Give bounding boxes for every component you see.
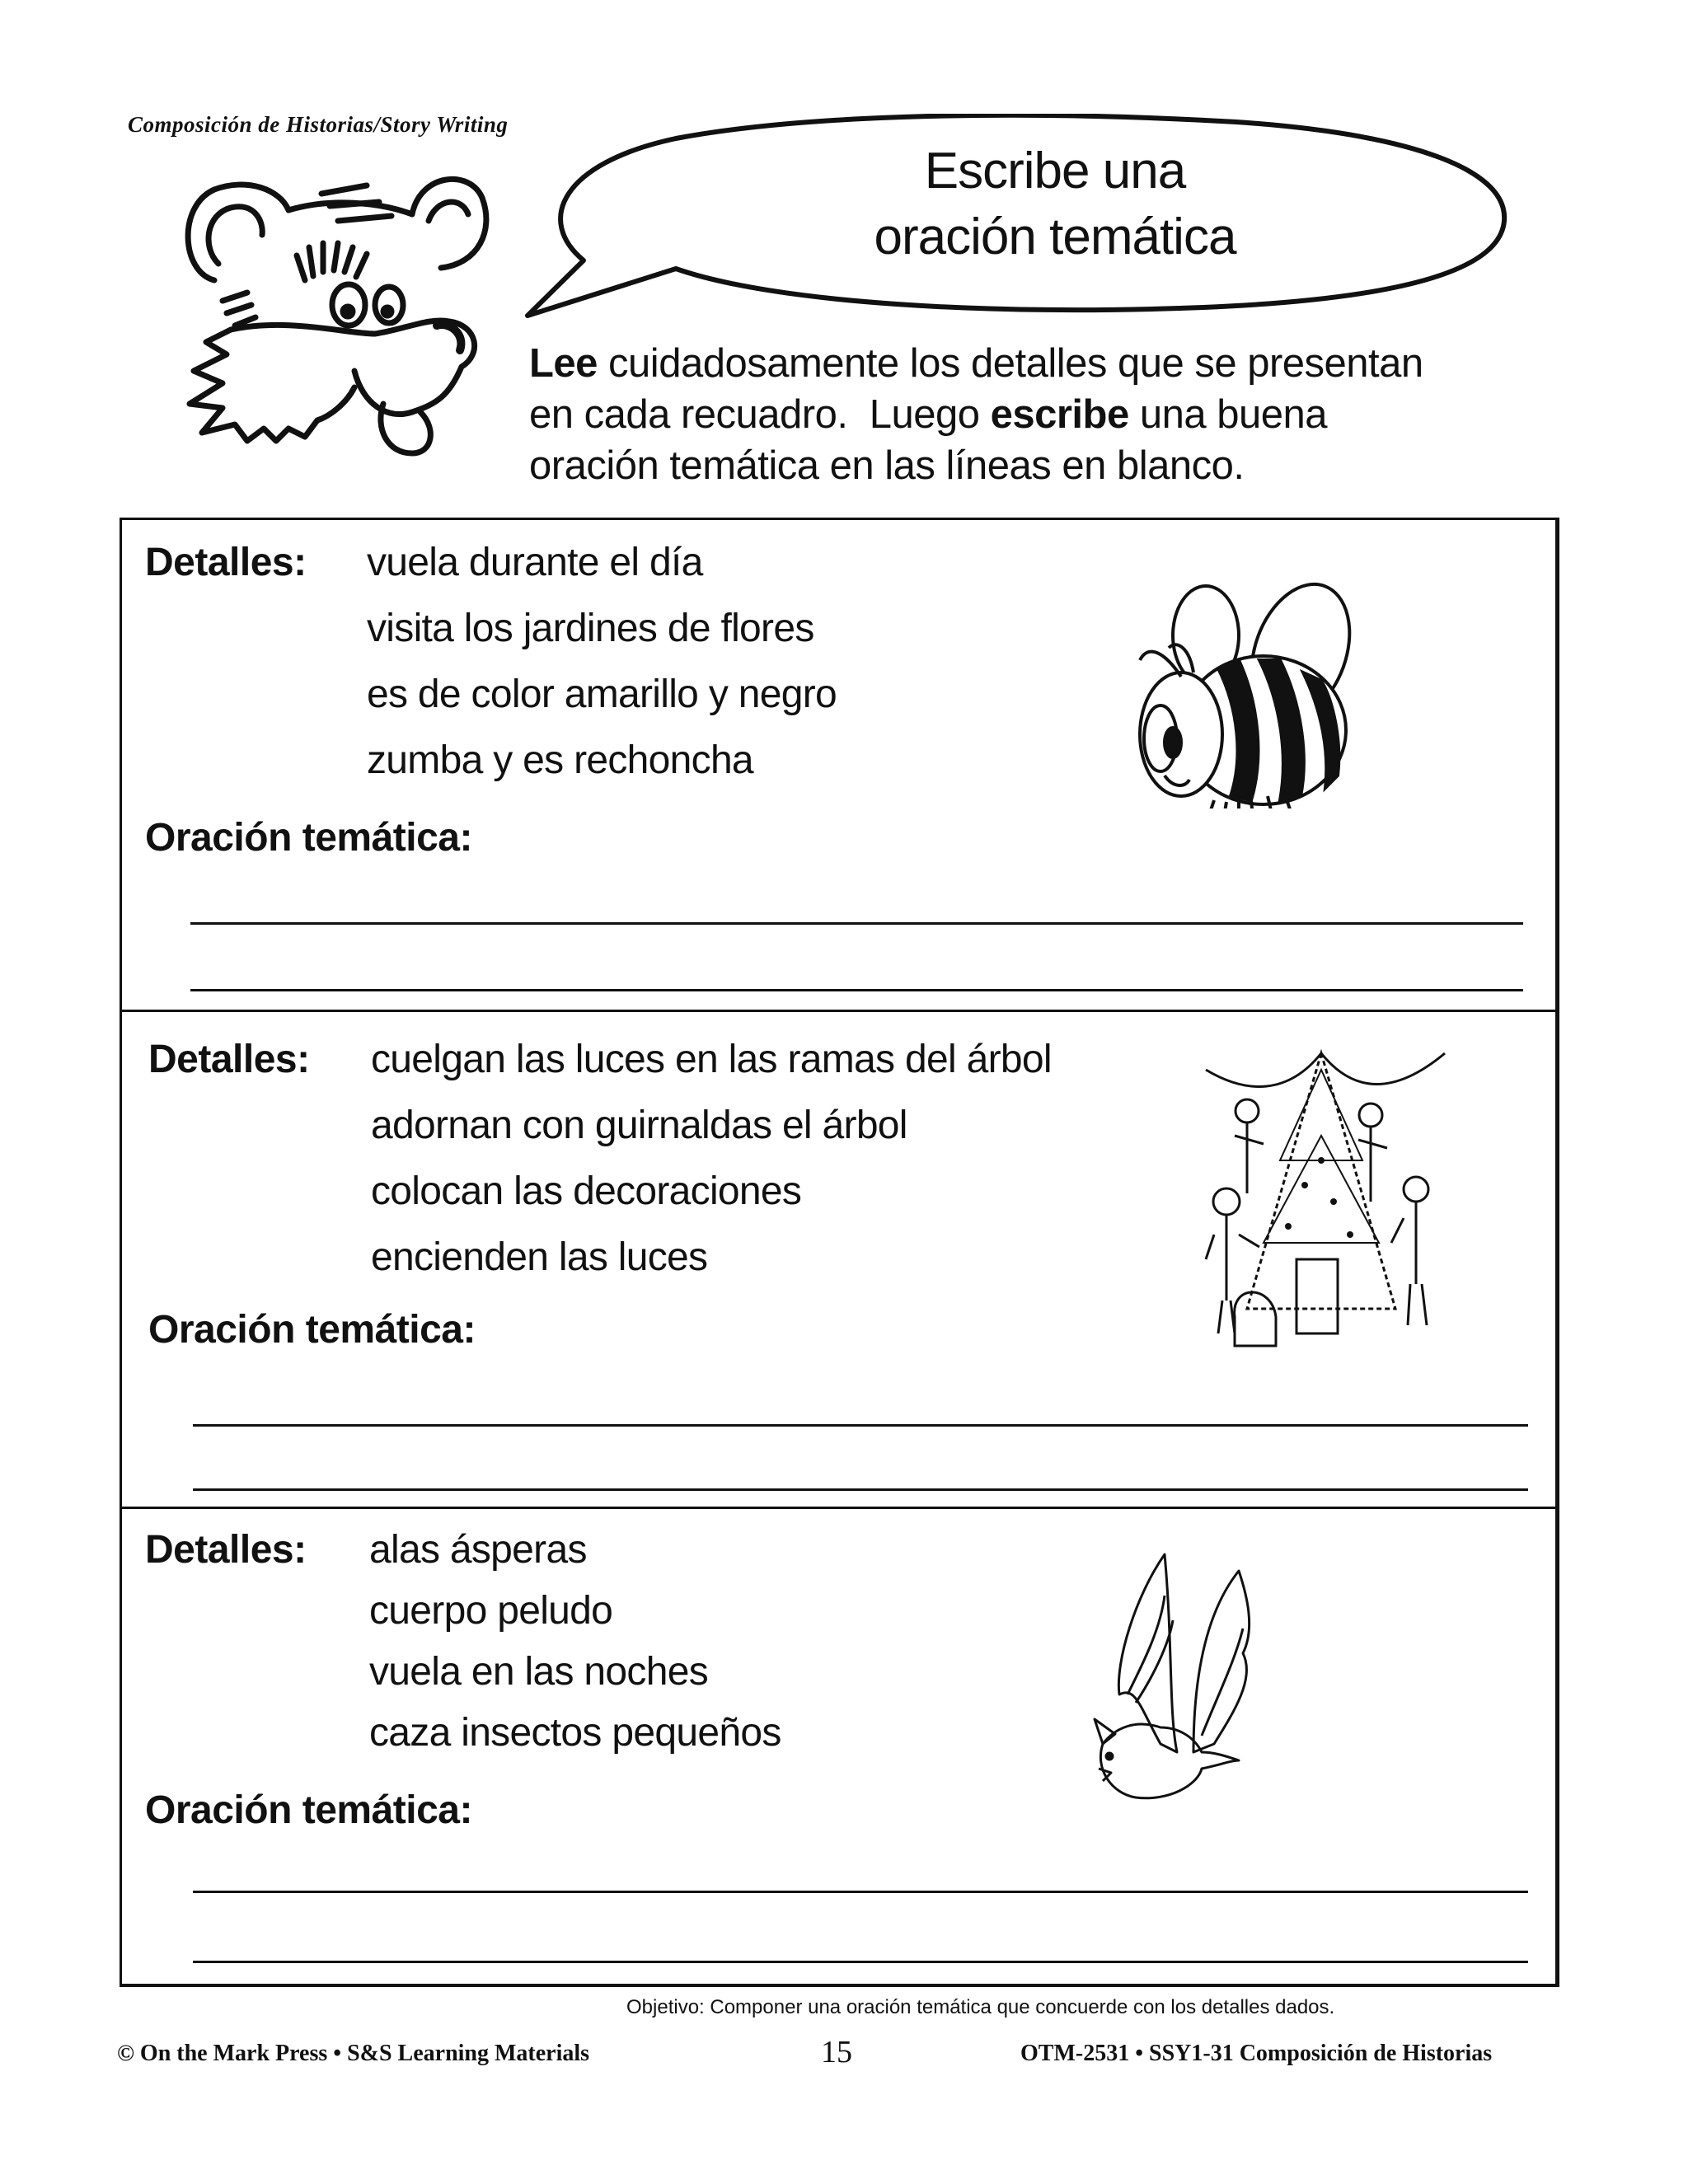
detail-item: cuelgan las luces en las ramas del árbol [371,1038,1052,1081]
title-line-1: Escribe una [924,143,1186,199]
instructions-line-3: oración temática en las líneas en blanco. [529,443,1245,488]
footer-product-code: OTM-2531 • SSY1-31 Composición de Historias [1020,2041,1493,2066]
worksheet-section-bee [122,520,1555,1010]
details-label: Detalles: [145,541,307,584]
answer-line-1[interactable] [193,1424,1528,1427]
detail-item: vuela en las noches [369,1650,708,1694]
title-line-2: oración temática [874,209,1236,265]
detail-item: alas ásperas [369,1528,587,1572]
instructions-text: cuidadosamente los detalles que se presentan [597,341,1423,386]
worksheet-box [120,518,1559,1987]
detail-item: encienden las luces [371,1235,708,1279]
details-label: Detalles: [145,1528,307,1572]
instructions-text: en cada recuadro. Luego [529,392,991,437]
bear-face-icon [165,157,519,470]
instructions-bold-lee: Lee [529,341,598,386]
answer-line-2[interactable] [190,989,1523,991]
instructions [529,338,1568,491]
bee-icon [1082,578,1387,808]
detail-item: adornan con guirnaldas el árbol [371,1104,907,1147]
footer-copyright: © On the Mark Press • S&S Learning Materials [117,2041,590,2066]
objective-text: Objetivo: Componer una oración temática que concuerde con los detalles dados. [626,1996,1335,2018]
detail-item: caza insectos pequeños [369,1711,781,1755]
detail-item: vuela durante el día [367,541,703,584]
page-header-title: Composición de Historias/Story Writing [128,112,509,137]
topic-sentence-label: Oración temática: [145,1788,472,1832]
christmas-tree-children-icon [1198,1037,1453,1358]
detail-item: colocan las decoraciones [371,1169,802,1213]
page-number: 15 [821,2035,852,2069]
answer-line-1[interactable] [190,922,1523,925]
detail-item: visita los jardines de flores [367,607,814,650]
instructions-line-2 [529,389,1568,440]
speech-bubble-title [742,138,1368,270]
answer-line-1[interactable] [193,1891,1528,1893]
answer-line-2[interactable] [193,1488,1528,1491]
details-label: Detalles: [148,1038,310,1081]
topic-sentence-label: Oración temática: [145,816,472,860]
instructions-line-1 [529,338,1568,389]
detail-item: es de color amarillo y negro [367,673,837,716]
answer-line-2[interactable] [193,1961,1528,1963]
worksheet-section-bat [122,1507,1555,1986]
worksheet-section-christmas [122,1010,1555,1509]
bat-icon [1070,1546,1284,1802]
instructions-bold-escribe: escribe [990,392,1129,437]
topic-sentence-label: Oración temática: [148,1308,476,1352]
instructions-text: una buena [1128,392,1327,437]
detail-item: zumba y es rechoncha [367,738,753,782]
detail-item: cuerpo peludo [369,1589,613,1633]
